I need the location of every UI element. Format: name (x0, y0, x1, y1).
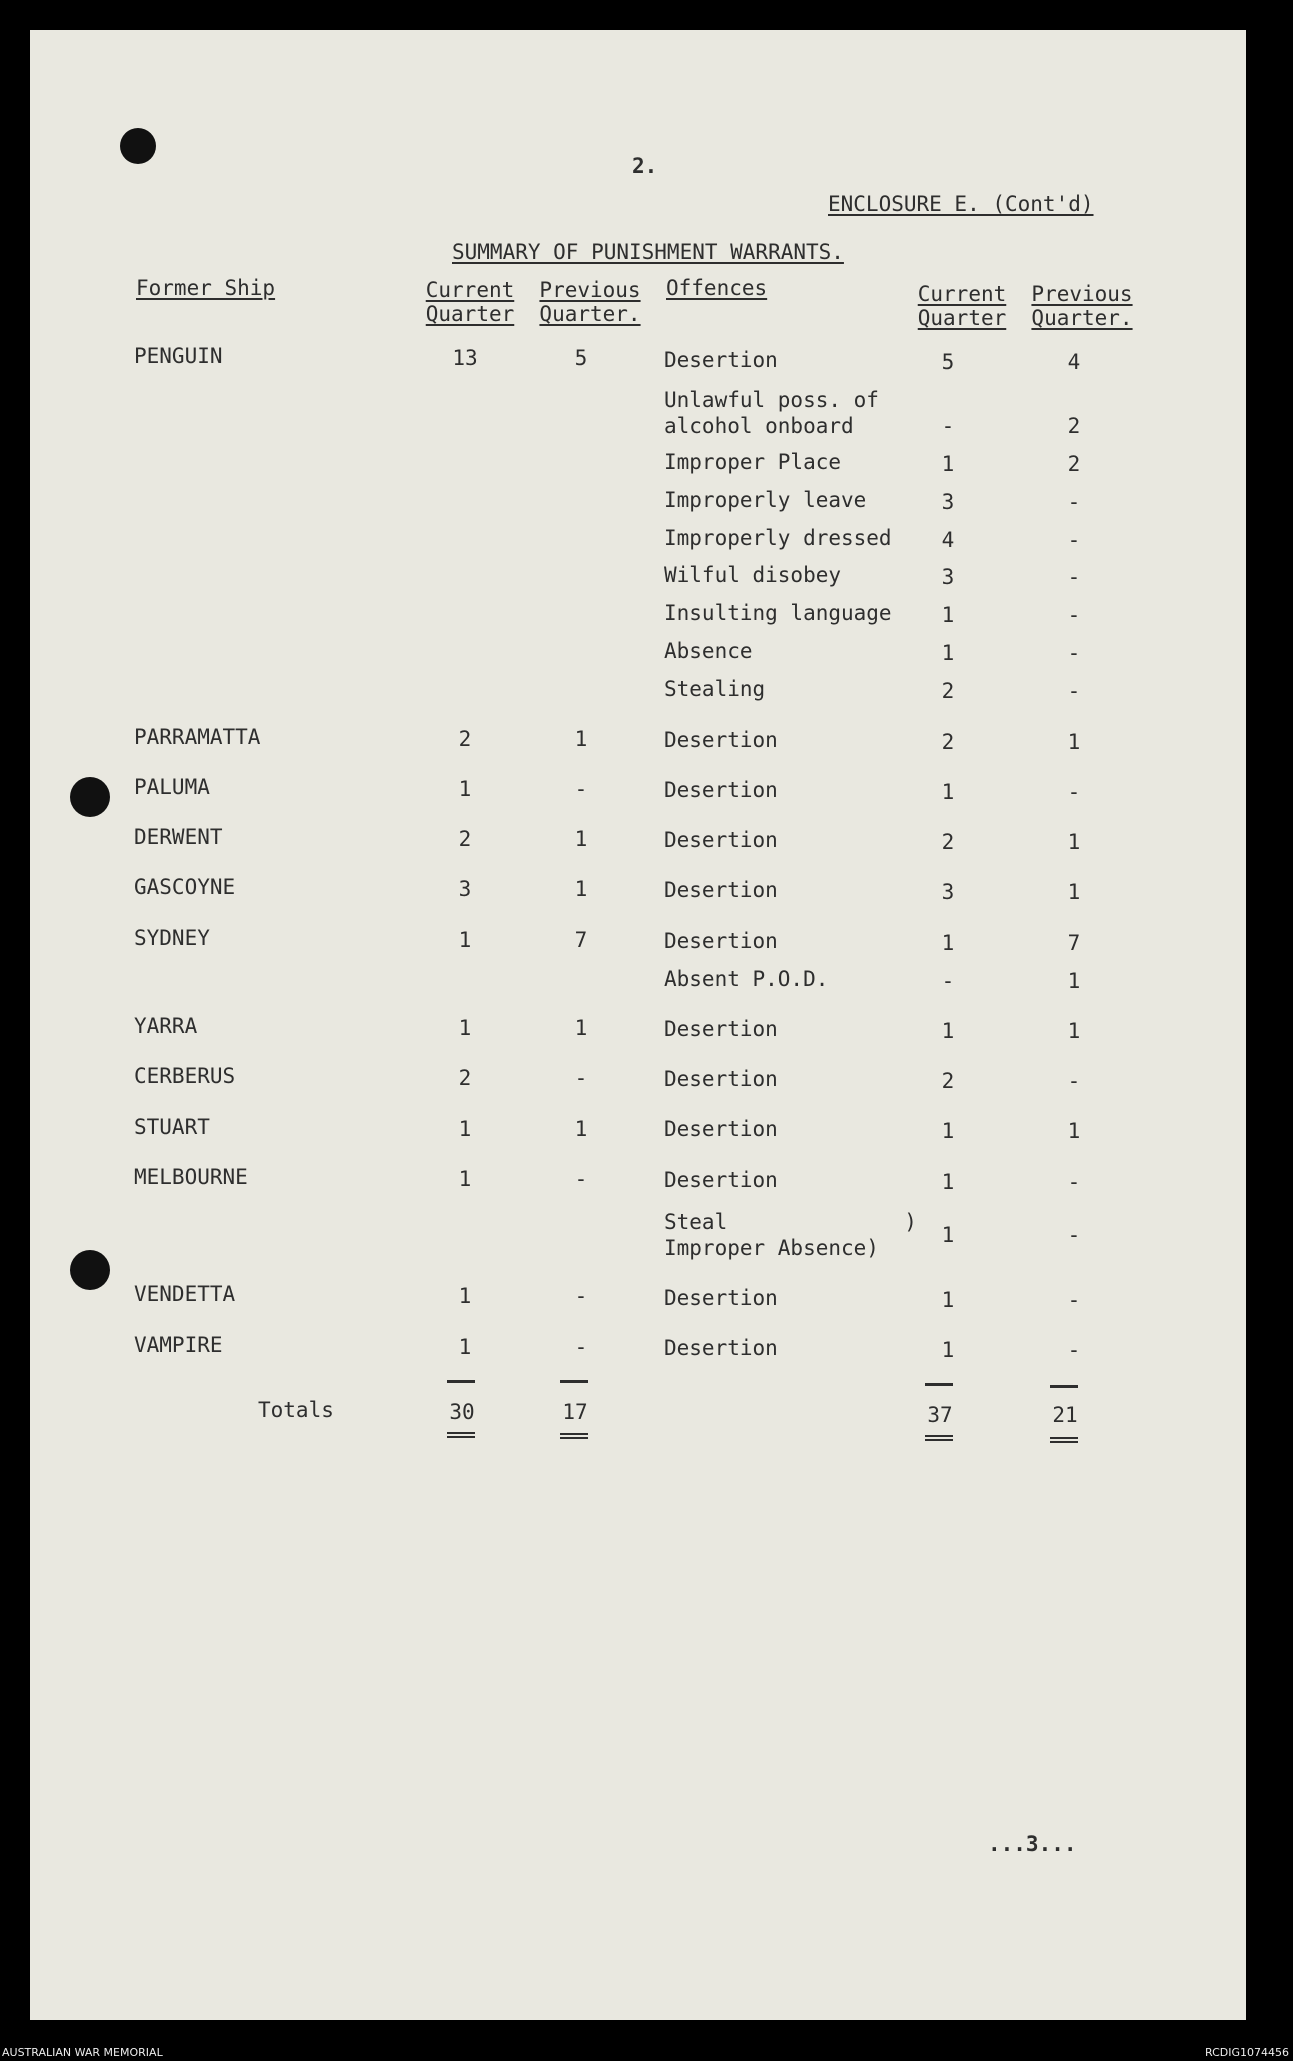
footer-source: AUSTRALIAN WAR MEMORIAL (2, 2046, 163, 2059)
ship-previous-count: - (574, 1167, 588, 1191)
offence-previous-count: - (1067, 1069, 1081, 1093)
footer-id: RCDIG1074456 (1204, 2046, 1289, 2059)
offence-label: Improperly dressed (664, 526, 892, 550)
offence-previous-count: - (1067, 1170, 1081, 1194)
offence-label: Desertion (664, 348, 778, 372)
offence-previous-count: - (1067, 490, 1081, 514)
total-rule (925, 1383, 953, 1386)
ship-previous-count: 1 (574, 827, 588, 851)
offence-current-count: 1 (941, 452, 955, 476)
ship-previous-count: 5 (574, 346, 588, 370)
punch-hole (120, 128, 156, 164)
offence-previous-count: 1 (1067, 1119, 1081, 1143)
offence-current-count: 1 (941, 1019, 955, 1043)
ship-previous-count: 1 (574, 1117, 588, 1141)
offence-current-count: 1 (941, 1223, 955, 1247)
offence-current-count: 1 (941, 1338, 955, 1362)
total-double-rule (560, 1433, 588, 1439)
ship-name: VENDETTA (134, 1282, 236, 1306)
ship-name: PENGUIN (134, 344, 223, 368)
ship-previous-count: - (574, 777, 588, 801)
offence-previous-count: 4 (1067, 350, 1081, 374)
ship-current-count: 2 (458, 1066, 472, 1090)
header-text: Quarter (917, 306, 1007, 331)
ship-name: GASCOYNE (134, 875, 236, 899)
ship-name: SYDNEY (134, 926, 210, 950)
ship-current-count: 1 (458, 1117, 472, 1141)
offence-label: Desertion (664, 1168, 778, 1192)
header-former-ship: Former Ship (136, 276, 276, 300)
offence-previous-count: 2 (1067, 414, 1081, 438)
offence-previous-count: 1 (1067, 969, 1081, 993)
offence-label: Desertion (664, 1117, 778, 1141)
offence-current-count: 2 (941, 830, 955, 854)
offence-label: Desertion (664, 728, 778, 752)
ship-name: VAMPIRE (134, 1333, 223, 1357)
offence-current-count: 3 (941, 880, 955, 904)
header-text: Previous (1031, 282, 1133, 306)
offence-previous-count: - (1067, 603, 1081, 627)
header-text: Previous (539, 278, 641, 302)
offence-previous-count: 1 (1067, 880, 1081, 904)
ship-previous-count: 1 (574, 877, 588, 901)
total-double-rule (925, 1435, 953, 1441)
offence-current-count: - (941, 414, 955, 438)
offence-label: Desertion (664, 778, 778, 802)
ship-current-count: 3 (458, 877, 472, 901)
offence-current-count: 1 (941, 1170, 955, 1194)
ship-name: STUART (134, 1115, 210, 1139)
offence-previous-count: - (1067, 565, 1081, 589)
offence-current-count: 3 (941, 565, 955, 589)
punch-hole (70, 777, 110, 817)
offence-current-count: 2 (941, 1069, 955, 1093)
offence-previous-count: - (1067, 780, 1081, 804)
offence-label: Desertion (664, 929, 778, 953)
header-text: Quarter (425, 302, 515, 327)
ship-previous-count: 1 (574, 727, 588, 751)
enclosure-label: ENCLOSURE E. (Cont'd) (828, 192, 1094, 216)
offence-label: Desertion (664, 878, 778, 902)
offence-previous-count: - (1067, 1223, 1081, 1247)
offence-label: Desertion (664, 1286, 778, 1310)
ship-name: YARRA (134, 1014, 198, 1038)
ship-current-count: 1 (458, 777, 472, 801)
offence-current-count: 3 (941, 490, 955, 514)
total-rule (1050, 1385, 1078, 1388)
offence-previous-count: 7 (1067, 931, 1081, 955)
header-offences: Offences (666, 276, 768, 300)
ship-previous-count: 7 (574, 928, 588, 952)
header-text: Current (425, 278, 515, 302)
offence-previous-count: - (1067, 1338, 1081, 1362)
ship-current-count: 2 (458, 727, 472, 751)
ship-current-count: 13 (452, 346, 478, 370)
offence-current-count: - (941, 969, 955, 993)
ship-name: MELBOURNE (134, 1165, 248, 1189)
header-text: Quarter. (539, 302, 641, 327)
page-number: 2. (632, 154, 658, 178)
offence-label: Improper Place (664, 450, 842, 474)
header-offence-current (918, 282, 1007, 330)
ship-name: DERWENT (134, 825, 223, 849)
offence-previous-count: 1 (1067, 830, 1081, 854)
total-double-rule (447, 1432, 475, 1438)
offence-previous-count: - (1067, 679, 1081, 703)
offence-label: Wilful disobey (664, 563, 842, 587)
ship-current-count: 2 (458, 827, 472, 851)
ship-previous-count: - (574, 1284, 588, 1308)
total-rule (447, 1380, 475, 1383)
offence-current-count: 1 (941, 1119, 955, 1143)
offence-previous-count: - (1067, 1288, 1081, 1312)
offence-label: Unlawful poss. of (664, 388, 879, 412)
offence-label: Absent P.O.D. (664, 967, 829, 991)
offence-current-count: 1 (941, 641, 955, 665)
total-offence-previous: 21 (1052, 1403, 1078, 1427)
header-ship-previous (539, 278, 640, 326)
total-rule (560, 1380, 588, 1383)
header-ship-current (426, 278, 515, 326)
ship-current-count: 1 (458, 1167, 472, 1191)
total-ship-current: 30 (449, 1400, 475, 1424)
offence-previous-count: - (1067, 528, 1081, 552)
total-offence-current: 37 (927, 1403, 953, 1427)
document-title: SUMMARY OF PUNISHMENT WARRANTS. (452, 240, 844, 264)
ship-current-count: 1 (458, 1016, 472, 1040)
offence-label: Steal ) (664, 1210, 917, 1234)
total-double-rule (1050, 1437, 1078, 1443)
ship-current-count: 1 (458, 928, 472, 952)
offence-previous-count: 1 (1067, 730, 1081, 754)
offence-label: Insulting language (664, 601, 892, 625)
offence-label: Improper Absence) (664, 1236, 879, 1260)
offence-current-count: 5 (941, 350, 955, 374)
offence-current-count: 2 (941, 730, 955, 754)
offence-current-count: 2 (941, 679, 955, 703)
offence-current-count: 1 (941, 1288, 955, 1312)
punch-hole (70, 1250, 110, 1290)
offence-current-count: 1 (941, 780, 955, 804)
ship-name: PARRAMATTA (134, 725, 261, 749)
offence-previous-count: 1 (1067, 1019, 1081, 1043)
offence-label: Desertion (664, 1336, 778, 1360)
offence-label: Stealing (664, 677, 766, 701)
offence-previous-count: - (1067, 641, 1081, 665)
offence-label: Desertion (664, 1017, 778, 1041)
ship-previous-count: 1 (574, 1016, 588, 1040)
ship-name: PALUMA (134, 775, 210, 799)
offence-label: Desertion (664, 1067, 778, 1091)
ship-current-count: 1 (458, 1335, 472, 1359)
offence-current-count: 1 (941, 931, 955, 955)
ship-name: CERBERUS (134, 1064, 236, 1088)
offence-label: alcohol onboard (664, 414, 854, 438)
offence-label: Desertion (664, 828, 778, 852)
offence-previous-count: 2 (1067, 452, 1081, 476)
totals-label: Totals (258, 1398, 334, 1422)
ship-current-count: 1 (458, 1284, 472, 1308)
offence-label: Improperly leave (664, 488, 867, 512)
offence-current-count: 4 (941, 528, 955, 552)
total-ship-previous: 17 (562, 1400, 588, 1424)
continuation-marker: ...3... (988, 1832, 1077, 1856)
offence-label: Absence (664, 639, 753, 663)
header-offence-previous (1031, 282, 1132, 330)
ship-previous-count: - (574, 1066, 588, 1090)
offence-current-count: 1 (941, 603, 955, 627)
header-text: Current (917, 282, 1007, 306)
ship-previous-count: - (574, 1335, 588, 1359)
header-text: Quarter. (1031, 306, 1133, 331)
